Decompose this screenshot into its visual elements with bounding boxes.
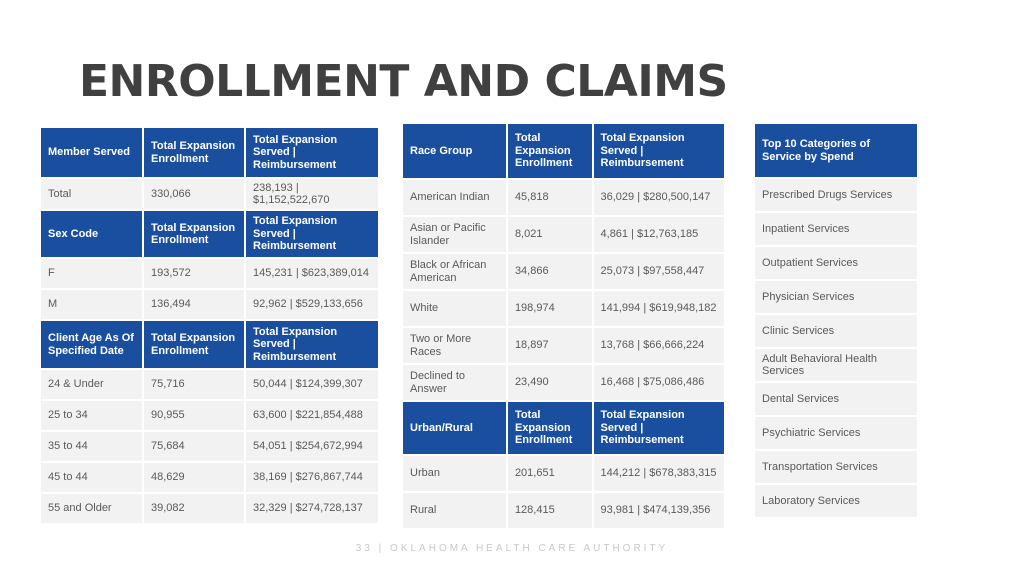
header-cell: Urban/Rural [403,402,506,454]
cell-served-reimbursement: 92,962 | $529,133,656 [246,290,378,319]
cell-served-reimbursement: 54,051 | $254,672,994 [246,432,378,461]
cell-enrollment: 34,866 [508,254,592,289]
header-cell: Total Expansion Served | Reimbursement [246,128,378,177]
header-cell: Total Expansion Served | Reimbursement [246,211,378,257]
cell-served-reimbursement: 4,861 | $12,763,185 [594,217,724,252]
table-row [755,349,917,381]
cell-label: 24 & Under [41,370,142,399]
cell-served-reimbursement: 25,073 | $97,558,447 [594,254,724,289]
table-row [403,328,724,363]
cell-label: Rural [403,493,506,528]
header-row [41,321,378,368]
cell-served-reimbursement: 63,600 | $221,854,488 [246,401,378,430]
table-row [755,179,917,211]
cell-enrollment: 75,684 [144,432,244,461]
cell-label: 25 to 34 [41,401,142,430]
cell-enrollment: 193,572 [144,259,244,288]
category-cell: Inpatient Services [755,213,917,245]
cell-label: Total [41,179,142,209]
table-row [755,417,917,449]
cell-served-reimbursement: 13,768 | $66,666,224 [594,328,724,363]
category-cell: Outpatient Services [755,247,917,279]
cell-enrollment: 45,818 [508,180,592,215]
cell-served-reimbursement: 32,329 | $274,728,137 [246,494,378,523]
table-row [403,254,724,289]
cell-served-reimbursement: 144,212 | $678,383,315 [594,456,724,491]
cell-served-reimbursement: 93,981 | $474,139,356 [594,493,724,528]
cell-served-reimbursement: 145,231 | $623,389,014 [246,259,378,288]
header-cell: Client Age As Of Specified Date [41,321,142,368]
header-row [41,211,378,257]
cell-label: F [41,259,142,288]
table-row [41,290,378,319]
header-row [41,128,378,177]
category-cell: Laboratory Services [755,485,917,517]
cell-enrollment: 330,066 [144,179,244,209]
cell-enrollment: 201,651 [508,456,592,491]
cell-enrollment: 39,082 [144,494,244,523]
cell-served-reimbursement: 50,044 | $124,399,307 [246,370,378,399]
cell-label: M [41,290,142,319]
header-cell: Total Expansion Enrollment [508,402,592,454]
cell-enrollment: 8,021 [508,217,592,252]
cell-served-reimbursement: 16,468 | $75,086,486 [594,365,724,400]
table-row [403,456,724,491]
cell-served-reimbursement: 36,029 | $280,500,147 [594,180,724,215]
header-cell: Sex Code [41,211,142,257]
table-row [41,401,378,430]
table-row [41,179,378,209]
category-cell: Prescribed Drugs Services [755,179,917,211]
cell-label: White [403,291,506,326]
cell-enrollment: 48,629 [144,463,244,492]
table-row [41,432,378,461]
header-cell: Total Expansion Served | Reimbursement [246,321,378,368]
race-urban-rural-table [401,122,726,530]
top-service-categories-table [753,122,919,519]
cell-label: Declined to Answer [403,365,506,400]
header-cell: Total Expansion Enrollment [144,321,244,368]
cell-enrollment: 198,974 [508,291,592,326]
cell-label: Black or African American [403,254,506,289]
table-row [755,451,917,483]
header-cell: Total Expansion Served | Reimbursement [594,124,724,178]
cell-label: 35 to 44 [41,432,142,461]
cell-label: Two or More Races [403,328,506,363]
category-cell: Clinic Services [755,315,917,347]
cell-enrollment: 128,415 [508,493,592,528]
page-footer: 33 | OKLAHOMA HEALTH CARE AUTHORITY [355,543,669,554]
header-row [403,124,724,178]
table-row [755,315,917,347]
table-row [41,259,378,288]
cell-enrollment: 90,955 [144,401,244,430]
table-row [755,247,917,279]
category-cell: Adult Behavioral Health Services [755,349,917,381]
cell-label: American Indian [403,180,506,215]
cell-enrollment: 23,490 [508,365,592,400]
header-cell: Member Served [41,128,142,177]
cell-served-reimbursement: 141,994 | $619,948,182 [594,291,724,326]
cell-label: 55 and Older [41,494,142,523]
header-row [755,124,917,177]
header-cell: Total Expansion Enrollment [508,124,592,178]
category-cell: Dental Services [755,383,917,415]
header-row [403,402,724,454]
header-cell: Total Expansion Enrollment [144,211,244,257]
table-row [41,494,378,523]
category-cell: Transportation Services [755,451,917,483]
cell-enrollment: 18,897 [508,328,592,363]
table-row [755,383,917,415]
demographics-table [39,126,380,525]
cell-label: Urban [403,456,506,491]
table-row [755,281,917,313]
header-cell: Top 10 Categories of Service by Spend [755,124,917,177]
table-row [755,485,917,517]
table-row [403,291,724,326]
table-row [41,463,378,492]
header-cell: Race Group [403,124,506,178]
table-row [403,217,724,252]
table-row [403,180,724,215]
table-row [755,213,917,245]
header-cell: Total Expansion Enrollment [144,128,244,177]
cell-served-reimbursement: 238,193 | $1,152,522,670 [246,179,378,209]
header-cell: Total Expansion Served | Reimbursement [594,402,724,454]
page-title: ENROLLMENT AND CLAIMS [79,56,728,107]
table-row [41,370,378,399]
category-cell: Physician Services [755,281,917,313]
cell-enrollment: 75,716 [144,370,244,399]
cell-enrollment: 136,494 [144,290,244,319]
table-row [403,493,724,528]
category-cell: Psychiatric Services [755,417,917,449]
cell-served-reimbursement: 38,169 | $276,867,744 [246,463,378,492]
cell-label: 45 to 44 [41,463,142,492]
table-row [403,365,724,400]
cell-label: Asian or Pacific Islander [403,217,506,252]
